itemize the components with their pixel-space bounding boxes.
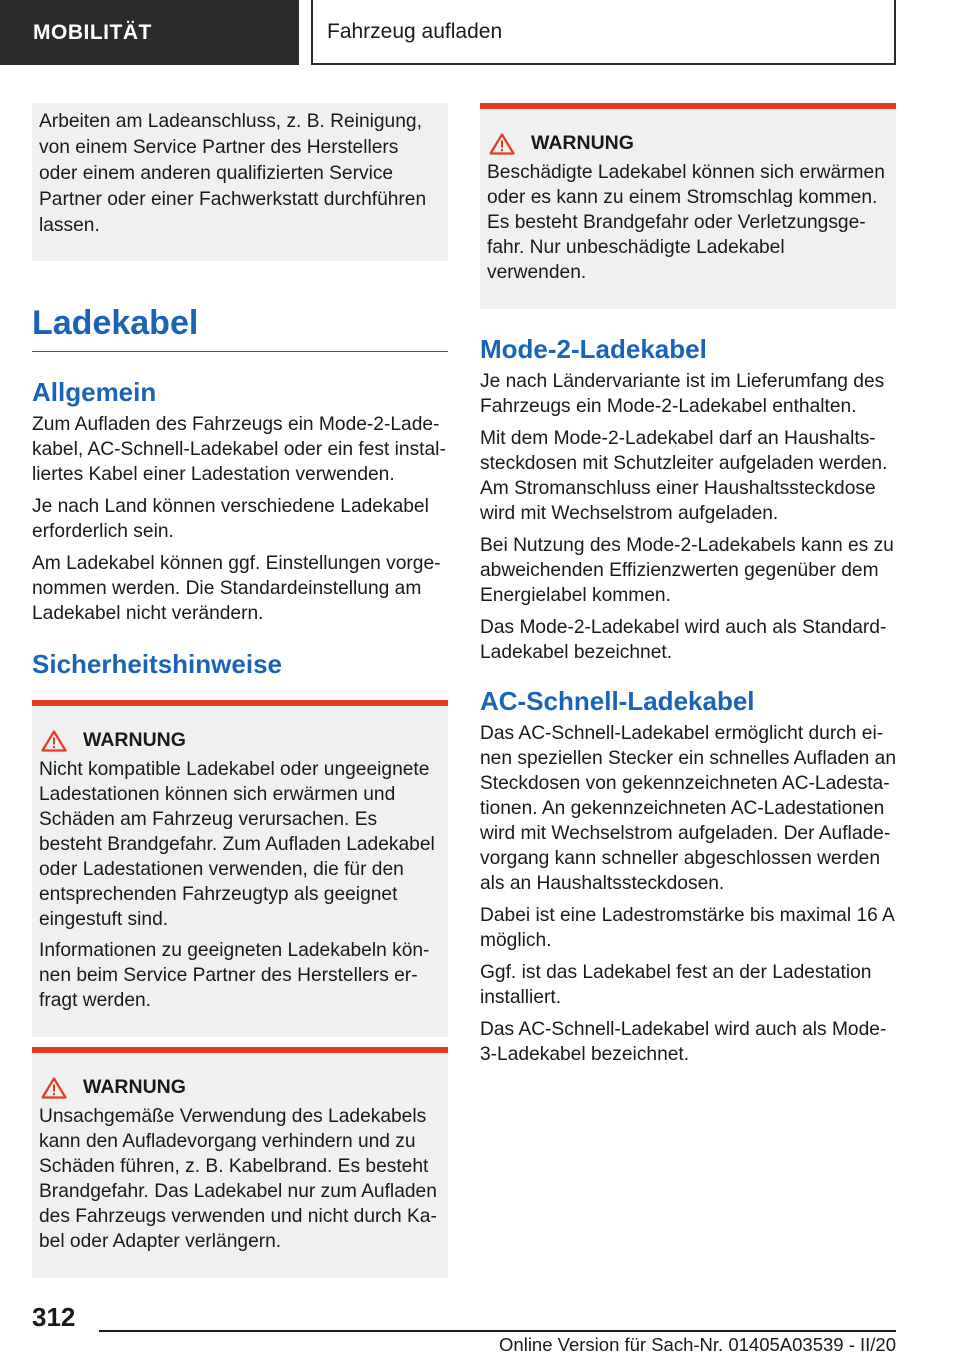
section-heading-allgemein: Allgemein xyxy=(32,377,157,407)
page-number: 312 xyxy=(32,1302,76,1332)
paragraph: Bei Nutzung des Mode-2-Ladekabels kann es zu abweichenden Effizienzwerten gegenüber dem Energielabel kommen. xyxy=(480,535,894,606)
paragraph: Ggf. ist das Ladekabel fest an der Ladestation installiert. xyxy=(480,962,872,1008)
section-heading-sicherheit: Sicherheitshinweise xyxy=(32,649,282,679)
section-heading-ac: AC-Schnell-Ladekabel xyxy=(480,686,755,716)
warning-text: Beschädigte Ladekabel können sich erwärmen oder es kann zu einem Stromschlag kommen. Es besteht Brandgefahr oder Verletzungsgefahr. Nur unbeschädigte Ladekabel verwenden. xyxy=(487,162,885,283)
allgemein-body xyxy=(32,412,448,626)
ac-body xyxy=(480,721,896,1067)
header-section-label: MOBILITÄT xyxy=(0,0,299,65)
header-chapter-title xyxy=(311,0,896,65)
warning-box-3 xyxy=(480,103,896,309)
paragraph: Je nach Ländervariante ist im Lieferumfang des Fahrzeugs ein Mode-2-Ladekabel enthalten. xyxy=(480,371,885,417)
warning-title: WARNUNG xyxy=(531,132,634,154)
section-heading-mode2: Mode-2-Ladekabel xyxy=(480,334,707,364)
warning-text: Informationen zu geeigneten Ladekabeln können beim Service Partner des Herstellers erfragt werden. xyxy=(39,940,430,1011)
warning-triangle-icon xyxy=(489,133,515,155)
mode2-body xyxy=(480,369,896,665)
warning-box-1 xyxy=(32,700,448,1037)
paragraph: Dabei ist eine Ladestromstärke bis maximal 16 A möglich. xyxy=(480,905,894,951)
paragraph: Das AC-Schnell-Ladekabel ermöglicht durch einen speziellen Stecker ein schnelles Aufladen an Steckdosen von gekennzeichneten AC-Ladestationen. An gekennzeichneten AC-Ladestationen wird mit Wechselstrom aufgeladen. Der Aufladevorgang kann schneller abgeschlossen werden als an Haushaltssteckdosen. xyxy=(480,723,897,894)
footer-divider xyxy=(99,1330,896,1332)
paragraph: Zum Aufladen des Fahrzeugs ein Mode-2-Ladekabel, AC-Schnell-Ladekabel oder ein fest installiertes Kabel einer Ladestation verwenden. xyxy=(32,414,446,485)
intro-note-text: Arbeiten am Ladeanschluss, z. B. Reinigung, von einem Service Partner des Herstellers oder einem anderen qualifizierten Service Partner oder einer Fachwerkstatt durchführen lassen. xyxy=(39,111,427,236)
warning-header xyxy=(39,1075,440,1100)
footer-online-version: Online Version für Sach-Nr. 01405A03539 - II/20 xyxy=(499,1334,896,1355)
left-column xyxy=(32,103,448,1278)
warning-text: Nicht kompatible Ladekabel oder ungeeignete Ladestationen können sich erwärmen und Schäden am Fahrzeug verursachen. Es besteht Brandgefahr. Zum Aufladen Ladekabel oder Ladestationen verwenden, die für den entsprechenden Fahrzeugtyp als geeignet eingestuft sind. xyxy=(39,759,435,930)
paragraph: Mit dem Mode-2-Ladekabel darf an Haushaltssteckdosen mit Schutzleiter aufgeladen werden. Am Stromanschluss einer Haushaltssteckdose wird mit Wechselstrom aufgeladen. xyxy=(480,428,888,524)
right-column xyxy=(480,103,896,1074)
warning-triangle-icon xyxy=(41,1077,67,1099)
warning-text: Unsachgemäße Verwendung des Ladekabels kann den Aufladevorgang verhindern und zu Schäden führen, z. B. Kabelbrand. Es besteht Brandgefahr. Das Ladekabel nur zum Aufladen des Fahrzeugs verwenden und nicht durch Kabel oder Adapter verlängern. xyxy=(39,1106,437,1252)
paragraph: Das Mode-2-Ladekabel wird auch als Standard-Ladekabel bezeichnet. xyxy=(480,617,887,663)
warning-header xyxy=(487,131,888,156)
warning-triangle-icon xyxy=(41,730,67,752)
header-chapter-title-text: Fahrzeug aufladen xyxy=(327,19,503,43)
paragraph: Das AC-Schnell-Ladekabel wird auch als Mode-3-Ladekabel bezeichnet. xyxy=(480,1019,887,1065)
warning-title: WARNUNG xyxy=(83,1076,186,1098)
warning-title: WARNUNG xyxy=(83,729,186,751)
intro-note-box xyxy=(32,103,448,261)
paragraph: Je nach Land können verschiedene Ladekabel erforderlich sein. xyxy=(32,496,429,542)
warning-box-2 xyxy=(32,1047,448,1278)
warning-header xyxy=(39,728,440,753)
chapter-heading: Ladekabel xyxy=(32,301,448,352)
paragraph: Am Ladekabel können ggf. Einstellungen vorgenommen werden. Die Standardeinstellung am Ladekabel nicht verändern. xyxy=(32,553,441,624)
